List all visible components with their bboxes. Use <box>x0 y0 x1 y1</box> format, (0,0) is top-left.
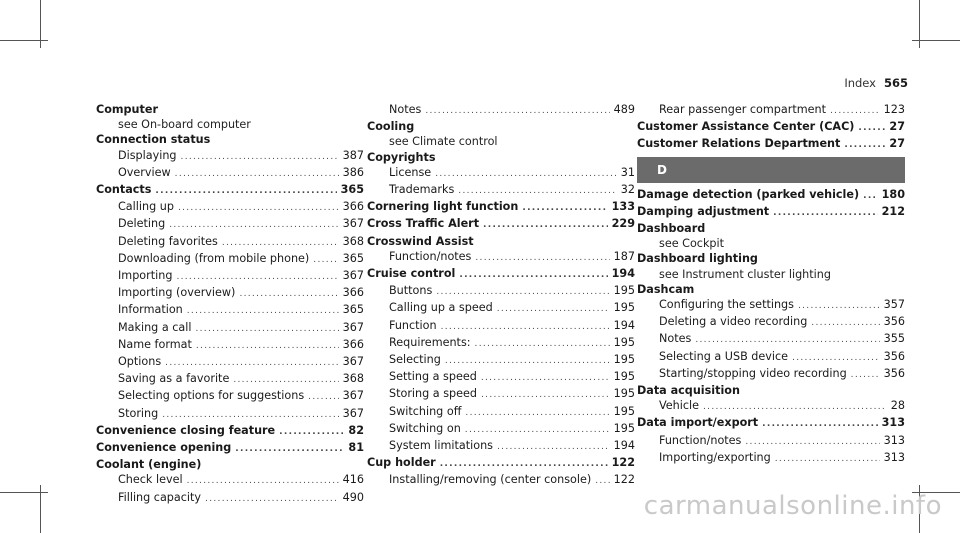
dot-leader <box>595 474 609 489</box>
page-ref[interactable]: 195 <box>613 370 635 384</box>
index-subentry[interactable] <box>367 283 635 300</box>
dot-leader <box>436 285 609 300</box>
entry-label: Check level <box>118 473 183 487</box>
index-subentry[interactable] <box>367 472 635 489</box>
entry-label: Selecting a USB device <box>659 349 789 363</box>
entry-label: Rear passenger compartment <box>659 103 826 116</box>
entry-label: Cup holder <box>367 456 436 470</box>
index-heading <box>367 234 635 249</box>
index-subentry[interactable] <box>367 300 635 317</box>
entry-label: Deleting <box>118 217 166 231</box>
page-ref[interactable]: 357 <box>883 298 905 312</box>
entry-label: Trademarks <box>389 183 455 197</box>
entry-label: License <box>389 165 432 179</box>
dot-leader <box>858 121 885 136</box>
entry-label: Overview <box>118 165 171 179</box>
dot-leader <box>313 253 338 268</box>
entry-label: Dashboard lighting <box>637 252 758 266</box>
dot-leader <box>459 268 607 283</box>
page-ref[interactable]: 229 <box>611 217 635 231</box>
dot-leader <box>233 373 338 388</box>
index-subentry[interactable] <box>637 102 905 119</box>
index-subentry[interactable] <box>96 285 364 302</box>
dot-leader <box>239 287 338 302</box>
dot-leader <box>475 337 610 352</box>
dot-leader <box>762 417 878 432</box>
page-number: 565 <box>883 76 908 90</box>
index-heading[interactable] <box>367 455 635 472</box>
index-heading[interactable] <box>637 187 905 204</box>
entry-label: Deleting a video recording <box>659 315 808 329</box>
dot-leader <box>851 368 880 383</box>
page-ref[interactable]: 386 <box>342 165 364 179</box>
page-ref[interactable]: 195 <box>613 335 635 349</box>
dot-leader <box>695 333 879 348</box>
dot-leader <box>187 304 339 319</box>
index-subentry[interactable] <box>637 314 905 331</box>
dot-leader <box>235 442 344 457</box>
dot-leader <box>481 388 610 403</box>
crop-mark <box>0 40 48 41</box>
dot-leader <box>792 351 880 366</box>
index-column-1 <box>96 102 364 507</box>
index-subentry[interactable] <box>367 369 635 386</box>
index-heading <box>637 221 905 236</box>
page-ref[interactable]: 194 <box>613 439 635 453</box>
page-ref[interactable]: 367 <box>342 389 364 403</box>
index-subentry[interactable] <box>367 165 635 182</box>
index-heading <box>367 119 635 134</box>
index-subentry[interactable] <box>96 148 364 165</box>
entry-label: Calling up a speed <box>389 301 493 315</box>
page-ref[interactable]: 365 <box>342 251 364 265</box>
page-ref[interactable]: 365 <box>340 183 364 197</box>
index-subentry[interactable] <box>96 490 364 507</box>
page-ref[interactable]: 313 <box>883 433 905 447</box>
see-reference[interactable]: see Instrument cluster lighting <box>659 267 831 281</box>
page-ref[interactable]: 122 <box>611 456 635 470</box>
page-ref[interactable]: 356 <box>883 349 905 363</box>
page-ref[interactable]: 123 <box>883 103 905 116</box>
entry-label: Saving as a favorite <box>118 372 230 386</box>
index-subentry[interactable] <box>96 337 364 354</box>
page-ref[interactable]: 195 <box>613 404 635 418</box>
dot-leader <box>844 138 885 153</box>
entry-label: Customer Relations Department <box>637 137 841 151</box>
index-subentry[interactable] <box>367 404 635 421</box>
page-ref[interactable]: 367 <box>342 217 364 231</box>
index-heading <box>637 383 905 398</box>
index-heading <box>96 132 364 147</box>
dot-leader <box>279 425 344 440</box>
page-ref[interactable]: 194 <box>611 267 635 281</box>
dot-leader <box>475 251 609 266</box>
page-ref[interactable]: 367 <box>342 269 364 283</box>
index-heading <box>96 457 364 472</box>
see-reference[interactable]: see Cockpit <box>659 237 725 251</box>
entry-label: Data acquisition <box>637 384 740 398</box>
page-ref[interactable]: 27 <box>889 137 905 151</box>
dot-leader <box>205 492 339 507</box>
index-heading[interactable] <box>96 423 364 440</box>
page-ref[interactable]: 356 <box>883 315 905 329</box>
entry-label: Customer Assistance Center (CAC) <box>637 120 855 134</box>
page-ref[interactable]: 367 <box>342 355 364 369</box>
entry-label: Contacts <box>96 183 152 197</box>
dot-leader <box>481 371 610 386</box>
index-subentry[interactable] <box>367 182 635 199</box>
index-heading <box>637 251 905 266</box>
entry-label: Setting a speed <box>389 370 477 384</box>
section-letter: D <box>637 157 905 183</box>
page-ref[interactable]: 194 <box>613 318 635 332</box>
index-subentry[interactable] <box>96 472 364 489</box>
index-subentry[interactable] <box>96 251 364 268</box>
page-ref[interactable]: 31 <box>620 165 635 179</box>
entry-label: Buttons <box>389 284 433 298</box>
index-subentry[interactable] <box>367 421 635 438</box>
crop-mark <box>0 492 48 493</box>
dot-leader <box>435 167 617 182</box>
index-subentry[interactable] <box>637 331 905 348</box>
page-ref[interactable]: 195 <box>613 301 635 315</box>
entry-label: Requirements: <box>389 335 471 349</box>
dot-leader <box>308 390 338 405</box>
page-ref[interactable]: 366 <box>342 286 364 300</box>
page-ref[interactable]: 313 <box>881 416 905 430</box>
entry-label: Information <box>118 303 183 317</box>
page-ref[interactable]: 490 <box>342 490 364 504</box>
page-ref[interactable]: 195 <box>613 421 635 435</box>
dot-leader <box>522 201 607 216</box>
dot-leader <box>181 150 339 165</box>
entry-label: Computer <box>96 103 158 116</box>
index-subentry[interactable] <box>96 371 364 388</box>
entry-label: System limitations <box>389 439 493 453</box>
index-subentry[interactable] <box>96 216 364 233</box>
page-ref[interactable]: 187 <box>613 249 635 263</box>
entry-label: Importing (overview) <box>118 286 236 300</box>
index-subentry[interactable] <box>96 268 364 285</box>
entry-label: Cornering light function <box>367 200 519 214</box>
page-ref[interactable]: 82 <box>348 423 364 437</box>
dot-leader <box>497 440 610 455</box>
entry-label: Selecting <box>389 353 441 367</box>
index-subentry[interactable] <box>367 249 635 266</box>
page-ref[interactable]: 32 <box>620 183 635 197</box>
entry-label: Options <box>118 355 162 369</box>
dot-leader <box>195 322 338 337</box>
page-header <box>844 76 908 90</box>
entry-label: Storing a speed <box>389 387 477 401</box>
page-ref[interactable]: 122 <box>613 473 635 487</box>
see-reference[interactable]: see On-board computer <box>118 118 251 132</box>
index-column-2 <box>367 102 635 490</box>
page-ref[interactable]: 368 <box>342 372 364 386</box>
dot-leader <box>165 356 338 371</box>
watermark: carmanualsonline.info <box>643 491 942 521</box>
page-ref[interactable]: 366 <box>342 200 364 214</box>
entry-label: Installing/removing (center console) <box>389 473 592 487</box>
dot-leader <box>458 184 616 199</box>
entry-label: Connection status <box>96 133 211 147</box>
index-column-3 <box>637 102 905 467</box>
entry-label: Importing/exporting <box>659 450 771 464</box>
page-ref[interactable]: 366 <box>342 337 364 351</box>
dot-leader <box>178 201 339 216</box>
entry-label: Data import/export <box>637 416 759 430</box>
page-ref[interactable]: 489 <box>613 103 635 116</box>
dot-leader <box>169 218 338 233</box>
page-ref[interactable]: 367 <box>342 320 364 334</box>
entry-label: Notes <box>389 103 422 116</box>
entry-label: Making a call <box>118 320 192 334</box>
page-ref[interactable]: 368 <box>342 234 364 248</box>
dot-leader <box>196 339 339 354</box>
entry-label: Storing <box>118 406 159 420</box>
index-subentry[interactable] <box>367 102 635 119</box>
page-ref[interactable]: 367 <box>342 406 364 420</box>
index-heading[interactable] <box>96 182 364 199</box>
index-heading[interactable] <box>637 415 905 432</box>
dot-leader <box>703 400 887 415</box>
index-subentry[interactable] <box>637 398 905 415</box>
dot-leader <box>162 408 338 423</box>
index-subentry[interactable] <box>96 234 364 251</box>
dot-leader <box>497 302 610 317</box>
index-subentry[interactable] <box>367 352 635 369</box>
index-heading <box>96 102 364 117</box>
page-ref[interactable]: 365 <box>342 303 364 317</box>
dot-leader <box>175 167 339 182</box>
entry-label: Function <box>389 318 437 332</box>
page-ref[interactable]: 387 <box>342 148 364 162</box>
entry-label: Convenience closing feature <box>96 423 276 437</box>
page-ref[interactable]: 356 <box>883 366 905 380</box>
page-ref[interactable]: 28 <box>890 399 905 413</box>
index-heading[interactable] <box>96 440 364 457</box>
index-subentry[interactable] <box>367 335 635 352</box>
dot-leader <box>483 218 608 233</box>
index-subentry[interactable] <box>96 199 364 216</box>
index-subentry[interactable] <box>96 406 364 423</box>
entry-label: Calling up <box>118 200 174 214</box>
page-ref[interactable]: 27 <box>889 120 905 134</box>
entry-label: Name format <box>118 337 192 351</box>
index-subentry[interactable] <box>96 354 364 371</box>
index-heading[interactable] <box>637 204 905 221</box>
page-ref[interactable]: 195 <box>613 387 635 401</box>
page-ref[interactable]: 81 <box>348 441 364 455</box>
index-subentry[interactable] <box>637 450 905 467</box>
entry-label: Starting/stopping video recording <box>659 366 847 380</box>
index-subentry[interactable] <box>96 388 364 405</box>
entry-label: Copyrights <box>367 150 436 164</box>
dot-leader <box>441 320 610 335</box>
dot-leader <box>773 206 878 221</box>
dot-leader <box>425 104 609 119</box>
entry-label: Cooling <box>367 120 415 134</box>
index-subentry[interactable] <box>637 366 905 383</box>
entry-label: Coolant (engine) <box>96 458 202 472</box>
index-subentry[interactable] <box>367 318 635 335</box>
index-subentry[interactable] <box>96 302 364 319</box>
index-heading <box>637 282 905 297</box>
entry-label: Function/notes <box>659 433 742 447</box>
entry-label: Displaying <box>118 148 177 162</box>
dot-leader <box>465 423 610 438</box>
index-subentry[interactable] <box>637 297 905 314</box>
dot-leader <box>445 354 610 369</box>
crop-mark <box>912 40 960 41</box>
entry-label: Switching on <box>389 421 461 435</box>
page-ref[interactable]: 212 <box>881 204 905 218</box>
entry-label: Crosswind Assist <box>367 234 474 248</box>
page-ref[interactable]: 195 <box>613 284 635 298</box>
index-subentry[interactable] <box>637 433 905 450</box>
dot-leader <box>440 457 608 472</box>
dot-leader <box>775 452 880 467</box>
dot-leader <box>745 435 879 450</box>
page-ref[interactable]: 133 <box>611 200 635 214</box>
entry-label: Importing <box>118 269 173 283</box>
entry-label: Convenience opening <box>96 441 232 455</box>
entry-label: Dashboard <box>637 222 706 236</box>
dot-leader <box>176 270 338 285</box>
dot-leader <box>222 236 339 251</box>
dot-leader <box>863 189 878 204</box>
index-heading[interactable] <box>367 199 635 216</box>
index-heading[interactable] <box>637 136 905 153</box>
see-reference[interactable]: see Climate control <box>389 135 498 149</box>
dot-leader <box>830 104 880 119</box>
entry-label: Function/notes <box>389 249 472 263</box>
page-ref[interactable]: 195 <box>613 353 635 367</box>
header-label: Index <box>844 76 876 90</box>
entry-label: Cross Traffic Alert <box>367 217 480 231</box>
entry-label: Filling capacity <box>118 490 202 504</box>
dot-leader <box>155 184 336 199</box>
entry-label: Damping adjustment <box>637 204 770 218</box>
index-subentry[interactable] <box>367 386 635 403</box>
index-heading[interactable] <box>637 119 905 136</box>
dot-leader <box>465 406 609 421</box>
dot-leader <box>811 316 879 331</box>
index-subentry[interactable] <box>96 165 364 182</box>
entry-label: Notes <box>659 332 692 346</box>
page-ref[interactable]: 180 <box>881 187 905 201</box>
page-ref[interactable]: 416 <box>342 473 364 487</box>
entry-label: Configuring the settings <box>659 298 794 312</box>
index-heading[interactable] <box>367 266 635 283</box>
page-ref[interactable]: 313 <box>883 450 905 464</box>
entry-label: Dashcam <box>637 282 695 296</box>
index-heading[interactable] <box>367 216 635 233</box>
page-ref[interactable]: 355 <box>883 332 905 346</box>
entry-label: Downloading (from mobile phone) <box>118 251 310 265</box>
index-heading <box>367 150 635 165</box>
entry-label: Vehicle <box>659 399 700 413</box>
entry-label: Switching off <box>389 404 462 418</box>
entry-label: Deleting favorites <box>118 234 218 248</box>
index-subentry[interactable] <box>96 320 364 337</box>
index-subentry[interactable] <box>637 349 905 366</box>
entry-label: Damage detection (parked vehicle) <box>637 187 860 201</box>
dot-leader <box>798 299 880 314</box>
dot-leader <box>187 474 339 489</box>
entry-label: Selecting options for suggestions <box>118 389 305 403</box>
index-subentry[interactable] <box>367 438 635 455</box>
entry-label: Cruise control <box>367 267 456 281</box>
